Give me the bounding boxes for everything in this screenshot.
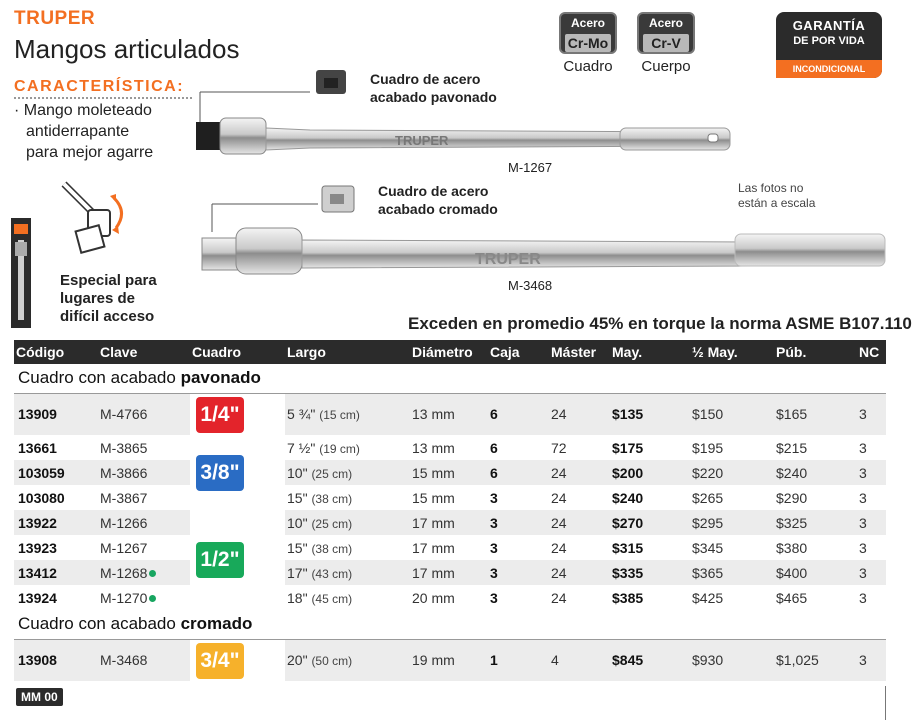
- features-body: [14, 100, 153, 163]
- table-row: 13908 M-3468 3/4" 20" (50 cm) 19 mm 1 4 $845 $930 $1,025 3: [14, 639, 886, 681]
- size-badge-half: 1/2": [196, 542, 244, 578]
- footer-code: MM 00: [16, 688, 63, 706]
- size-badge-quarter: 1/4": [196, 397, 244, 433]
- new-dot-icon: [149, 595, 156, 602]
- price-table: [14, 340, 886, 681]
- page-title: Mangos articulados: [14, 34, 240, 64]
- model-label-top: M-1267: [508, 160, 553, 175]
- swivel-icon: [58, 180, 136, 260]
- new-dot-icon: [149, 570, 156, 577]
- special-text: Especial para lugares de difícil acceso: [60, 272, 157, 325]
- badge-cuadro: Acero Cr-Mo Cuadro: [558, 12, 618, 75]
- feature-line: para mejor agarre: [26, 144, 154, 161]
- callout-cromado: Cuadro de acero acabado cromado: [378, 183, 498, 217]
- torque-note: Exceden en promedio 45% en torque la norma ASME B107.110: [408, 314, 912, 333]
- col-may: May.: [610, 340, 690, 364]
- table-row: 13924 M-1270 18" (45 cm) 20 mm 3 24 $385 $425 $465 3: [18, 589, 867, 606]
- col-cuadro: Cuadro: [190, 340, 285, 364]
- col-half-may: ½ May.: [690, 340, 774, 364]
- tool-engraving: TRUPER: [475, 251, 541, 268]
- col-nc: NC: [857, 340, 886, 364]
- table-row: 13922 M-1266 1/2" 10" (25 cm) 17 mm 3 24 $270 $295 $325 3: [14, 510, 886, 535]
- col-clave: Clave: [98, 340, 190, 364]
- brand-logo: TRUPER: [14, 8, 96, 29]
- size-badge-three-quarters: 3/4": [196, 643, 244, 679]
- col-pub: Púb.: [774, 340, 857, 364]
- callout-pavonado: Cuadro de acero acabado pavonado: [370, 71, 497, 105]
- col-master: Máster: [549, 340, 610, 364]
- package-image: [10, 218, 32, 330]
- size-badge-three-eighths: 3/8": [196, 455, 244, 491]
- table-row: 103080 M-3867 15" (38 cm) 15 mm 3 24 $240 $265 $290 3: [18, 489, 867, 506]
- guarantee-badge: GARANTÍA DE POR VIDA INCONDICIONAL: [776, 12, 882, 78]
- col-codigo: Código: [14, 340, 98, 364]
- divider: [885, 686, 886, 720]
- model-label-bottom: M-3468: [508, 278, 553, 293]
- col-diametro: Diámetro: [410, 340, 488, 364]
- divider: [14, 97, 192, 99]
- features-heading: CARACTERÍSTICA:: [14, 78, 185, 95]
- col-largo: Largo: [285, 340, 410, 364]
- badge-cuerpo: Acero Cr-V Cuerpo: [636, 12, 696, 75]
- table-row: 13412 M-1268 17" (43 cm) 17 mm 3 24 $335 $365 $400 3: [14, 560, 886, 585]
- section-cromado: Cuadro con acabado cromado: [14, 610, 886, 639]
- table-row: 13923 M-1267 15" (38 cm) 17 mm 3 24 $315 $345 $380 3: [18, 539, 867, 556]
- table-row: 103059 M-3866 10" (25 cm) 15 mm 6 24 $200 $220 $240 3: [14, 460, 886, 485]
- table-row: 13909 M-4766 1/4" 5 ¾" (15 cm) 13 mm 6 24 $135 $150 $165 3: [14, 393, 886, 435]
- scale-note: Las fotos no están a escala: [738, 181, 816, 210]
- table-row: 13661 M-3865 3/8" 7 ½" (19 cm) 13 mm 6 72 $175 $195 $215 3: [14, 435, 886, 460]
- col-caja: Caja: [488, 340, 549, 364]
- tool-engraving: TRUPER: [395, 133, 449, 148]
- section-pavonado: Cuadro con acabado pavonado: [14, 364, 886, 393]
- feature-line: antiderrapante: [26, 123, 130, 140]
- table-header: [14, 340, 886, 364]
- feature-line: · Mango moleteado: [14, 102, 152, 119]
